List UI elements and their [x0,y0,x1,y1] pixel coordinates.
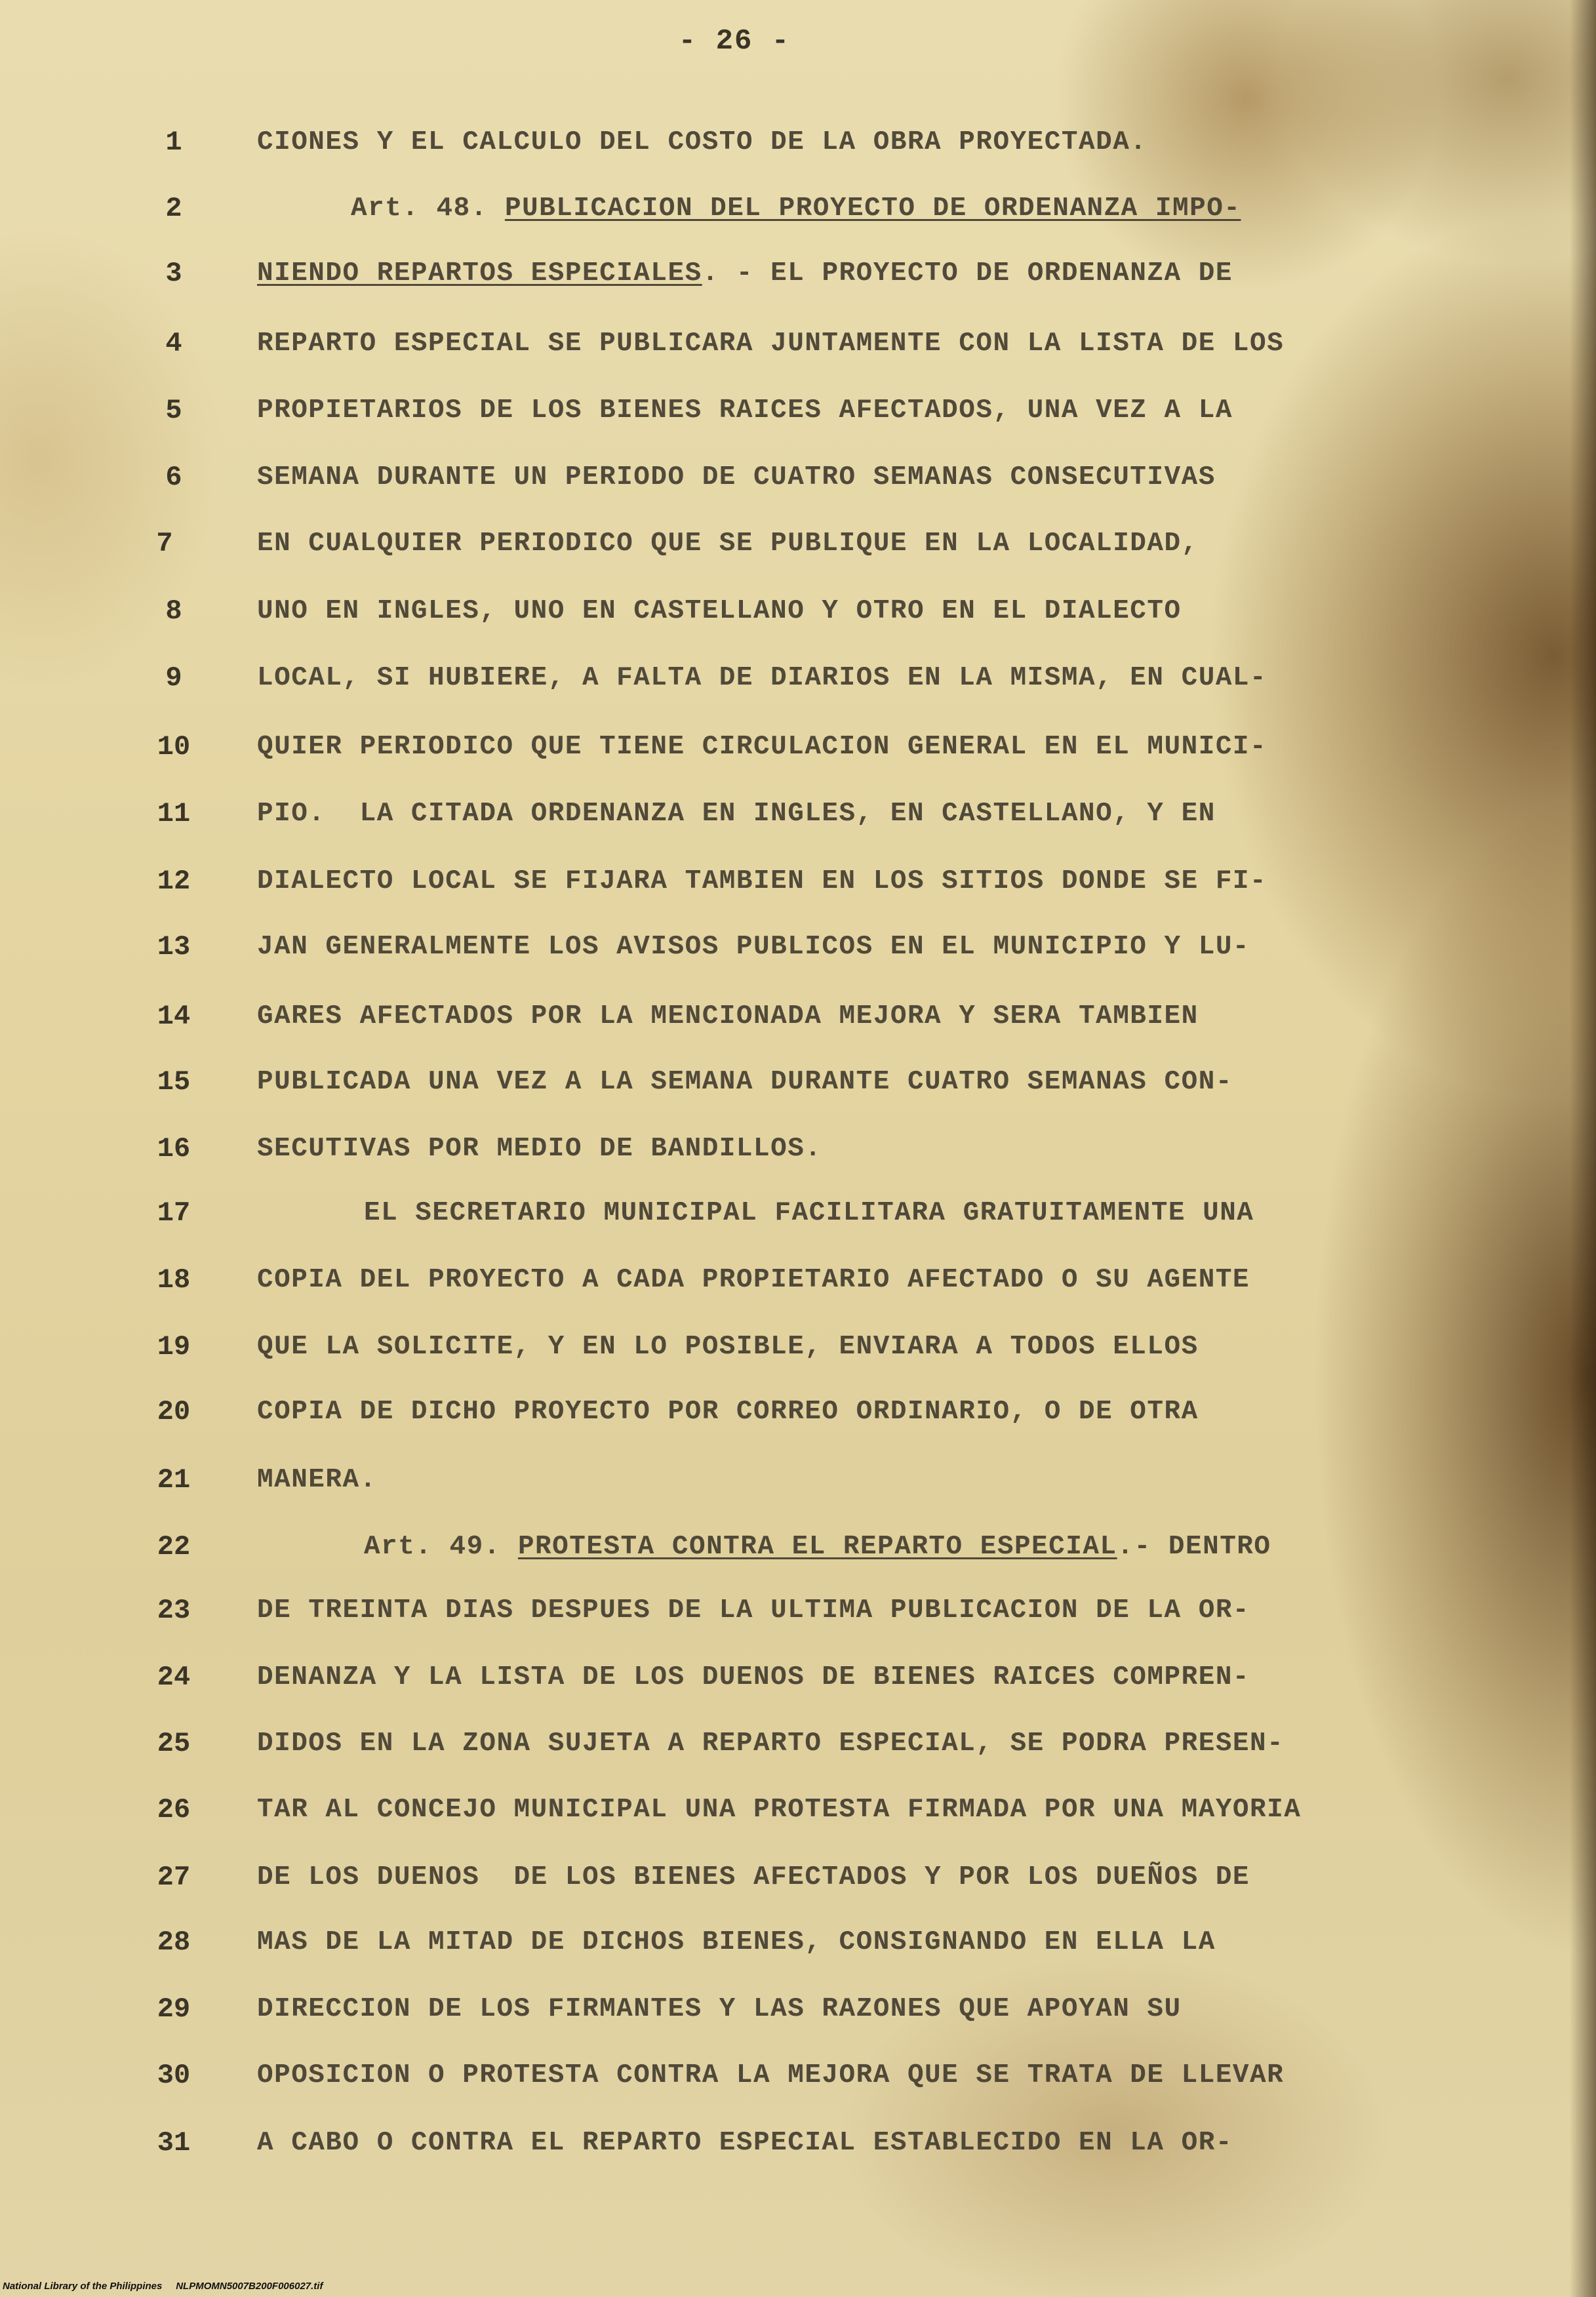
line-text [257,591,1182,631]
text-line [0,727,1596,767]
text-segment: PIO. LA CITADA ORDENANZA EN INGLES, EN CASTELLANO, Y EN [257,799,1216,829]
text-line [0,189,1596,228]
line-number: 28 [157,1927,191,1958]
line-text [257,1790,1301,1829]
text-line [0,658,1596,698]
text-line [0,324,1596,363]
line-text [257,1658,1250,1697]
line-text [257,1327,1199,1367]
line-number: 7 [156,528,173,559]
line-text [257,927,1250,967]
line-text [257,324,1284,363]
text-segment: QUE LA SOLICITE, Y EN LO POSIBLE, ENVIARA A TODOS ELLOS [257,1332,1199,1362]
text-line [0,1724,1596,1763]
line-text [257,794,1216,833]
line-number: 25 [157,1728,191,1759]
line-text [257,658,1267,698]
line-number: 26 [157,1794,191,1826]
page-number: - 26 - [678,25,791,58]
text-segment: EN CUALQUIER PERIODICO QUE SE PUBLIQUE EN LA LOCALIDAD, [257,529,1199,559]
line-text [364,1193,1254,1233]
line-number: 30 [157,2060,191,2091]
text-segment: JAN GENERALMENTE LOS AVISOS PUBLICOS EN EL MUNICIPIO Y LU- [257,932,1250,962]
line-text [257,2056,1284,2095]
text-line [0,254,1596,293]
text-segment: UNO EN INGLES, UNO EN CASTELLANO Y OTRO EN EL DIALECTO [257,596,1182,626]
line-text [257,524,1199,563]
text-segment: DE TREINTA DIAS DESPUES DE LA ULTIMA PUBLICACION DE LA OR- [257,1595,1250,1626]
text-segment: COPIA DE DICHO PROYECTO POR CORREO ORDINARIO, O DE OTRA [257,1397,1199,1427]
line-text [257,391,1233,430]
line-number: 14 [157,1001,191,1032]
line-text [257,1923,1216,1962]
text-line [0,1790,1596,1829]
text-line [0,1193,1596,1233]
underlined-heading: PROTESTA CONTRA EL REPARTO ESPECIAL [517,1532,1117,1562]
text-segment: MANERA. [257,1465,377,1495]
text-line [0,524,1596,563]
text-line [0,1460,1596,1500]
line-text [351,189,1241,228]
text-segment: PUBLICADA UNA VEZ A LA SEMANA DURANTE CUATRO SEMANAS CON- [257,1067,1233,1097]
text-segment: REPARTO ESPECIAL SE PUBLICARA JUNTAMENTE CON LA LISTA DE LOS [257,329,1285,359]
line-number: 9 [165,662,182,694]
text-segment: MAS DE LA MITAD DE DICHOS BIENES, CONSIGNANDO EN ELLA LA [257,1927,1216,1957]
text-line [0,862,1596,901]
line-number: 24 [157,1662,191,1693]
line-text [257,458,1216,497]
line-number: 17 [157,1197,191,1229]
line-number: 6 [165,462,182,493]
text-segment: TAR AL CONCEJO MUNICIPAL UNA PROTESTA FIRMADA POR UNA MAYORIA [257,1795,1302,1825]
line-text [257,1460,377,1500]
text-line [0,1658,1596,1697]
text-segment: PROPIETARIOS DE LOS BIENES RAICES AFECTADOS, UNA VEZ A LA [257,395,1233,426]
text-segment: COPIA DEL PROYECTO A CADA PROPIETARIO AFECTADO O SU AGENTE [257,1265,1250,1295]
line-text [257,254,1233,293]
text-segment: SECUTIVAS POR MEDIO DE BANDILLOS. [257,1134,822,1164]
line-text [257,2123,1233,2163]
line-number: 19 [157,1331,191,1363]
text-line [0,1129,1596,1168]
text-line [0,591,1596,631]
text-line [0,1327,1596,1367]
text-segment: QUIER PERIODICO QUE TIENE CIRCULACION GENERAL EN EL MUNICI- [257,732,1267,762]
text-segment: DIRECCION DE LOS FIRMANTES Y LAS RAZONES QUE APOYAN SU [257,1994,1182,2024]
text-line [0,1062,1596,1102]
text-line [0,458,1596,497]
line-number: 13 [157,931,191,963]
text-segment: DIALECTO LOCAL SE FIJARA TAMBIEN EN LOS SITIOS DONDE SE FI- [257,866,1267,896]
line-text [257,1062,1233,1102]
text-line [0,1392,1596,1431]
line-text [257,1591,1250,1630]
underlined-heading: NIENDO REPARTOS ESPECIALES [257,258,702,289]
line-text [257,1392,1199,1431]
text-segment: Art. 48. [351,193,505,224]
archive-footer: National Library of the Philippines NLPMOMN5007B200F006027.tif [3,2281,323,2292]
line-number: 5 [165,395,182,426]
text-line [0,123,1596,162]
line-number: 22 [157,1531,191,1563]
text-line [0,2123,1596,2163]
line-text [257,727,1267,767]
text-segment: LOCAL, SI HUBIERE, A FALTA DE DIARIOS EN LA MISMA, EN CUAL- [257,663,1267,693]
line-text [257,1260,1250,1300]
line-number: 3 [165,258,182,289]
line-number: 8 [165,595,182,627]
line-number: 29 [157,1993,191,2025]
line-number: 20 [157,1396,191,1428]
line-number: 18 [157,1264,191,1296]
line-number: 11 [157,798,191,829]
line-number: 10 [157,731,191,763]
line-text [257,1129,822,1168]
text-line [0,1923,1596,1962]
text-segment: Art. 49. [364,1532,518,1562]
text-segment: DENANZA Y LA LISTA DE LOS DUENOS DE BIENES RAICES COMPREN- [257,1662,1250,1692]
text-segment: OPOSICION O PROTESTA CONTRA LA MEJORA QUE SE TRATA DE LLEVAR [257,2060,1285,2090]
line-text [257,1724,1284,1763]
underlined-heading: PUBLICACION DEL PROYECTO DE ORDENANZA IMPO- [504,193,1241,224]
text-line [0,1858,1596,1897]
text-segment: DE LOS DUENOS DE LOS BIENES AFECTADOS Y POR LOS DUEÑOS DE [257,1862,1250,1892]
line-number: 15 [157,1066,191,1098]
line-number: 16 [157,1133,191,1165]
line-number: 12 [157,866,191,897]
line-text [257,862,1267,901]
line-text [257,123,1147,162]
line-number: 4 [165,328,182,359]
line-text [257,1858,1250,1897]
text-line [0,1260,1596,1300]
text-line [0,1591,1596,1630]
text-line [0,2056,1596,2095]
text-segment: DIDOS EN LA ZONA SUJETA A REPARTO ESPECIAL, SE PODRA PRESEN- [257,1728,1285,1759]
line-number: 21 [157,1464,191,1496]
text-segment: GARES AFECTADOS POR LA MENCIONADA MEJORA Y SERA TAMBIEN [257,1001,1199,1031]
text-segment: CIONES Y EL CALCULO DEL COSTO DE LA OBRA PROYECTADA. [257,127,1147,157]
line-number: 23 [157,1595,191,1626]
text-segment: SEMANA DURANTE UN PERIODO DE CUATRO SEMANAS CONSECUTIVAS [257,462,1216,492]
line-number: 27 [157,1862,191,1893]
text-line [0,997,1596,1036]
line-number: 2 [165,193,182,224]
text-line [0,1989,1596,2029]
text-line [0,794,1596,833]
text-line [0,1527,1596,1567]
text-segment: . - EL PROYECTO DE ORDENANZA DE [702,258,1233,289]
text-segment: A CABO O CONTRA EL REPARTO ESPECIAL ESTABLECIDO EN LA OR- [257,2128,1233,2158]
text-segment: .- DENTRO [1117,1532,1271,1562]
line-number: 1 [165,127,182,158]
line-text [257,1989,1182,2029]
text-line [0,391,1596,430]
line-number: 31 [157,2127,191,2159]
text-segment: EL SECRETARIO MUNICIPAL FACILITARA GRATUITAMENTE UNA [364,1198,1254,1228]
line-text [257,997,1199,1036]
text-line [0,927,1596,967]
line-text [364,1527,1271,1567]
